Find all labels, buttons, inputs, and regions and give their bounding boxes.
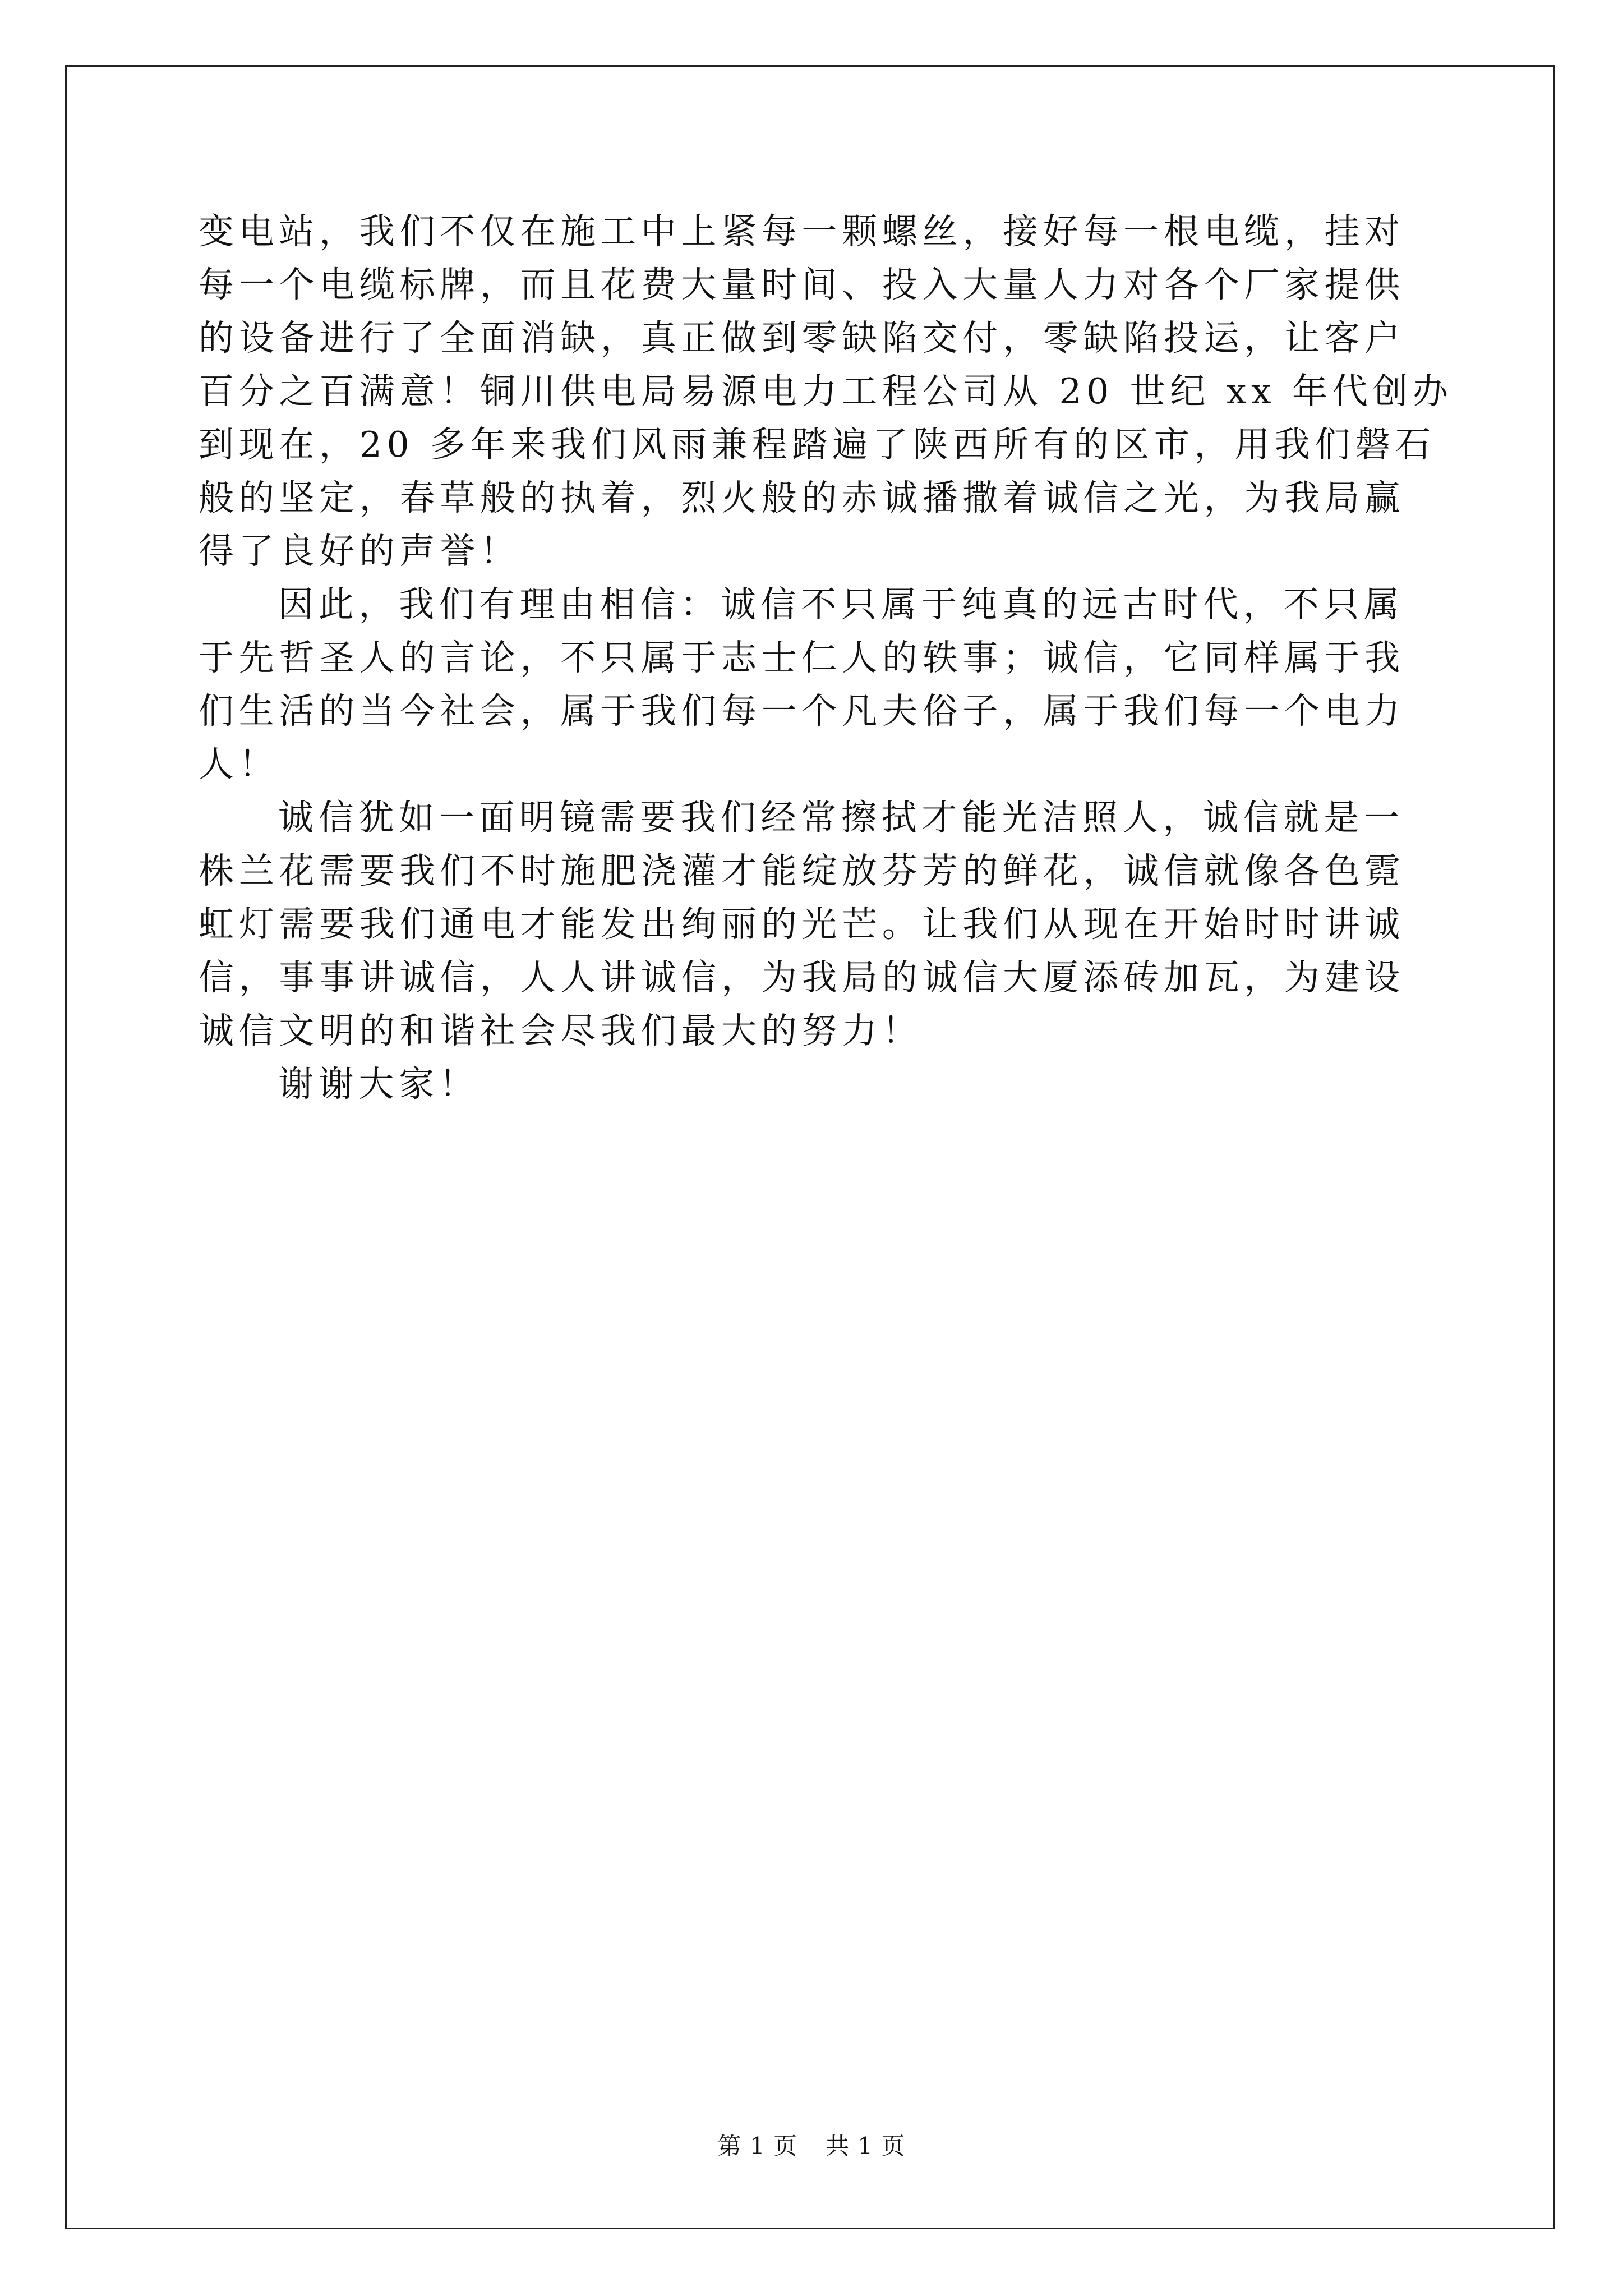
page-number-current: 第 1 页	[717, 2132, 797, 2160]
text-line: 变电站，我们不仅在施工中上紧每一颗螺丝，接好每一根电缆，挂对	[199, 211, 1405, 252]
document-body	[199, 205, 1453, 1111]
text-line: 得了良好的声誉！	[199, 531, 520, 572]
paragraph-start-line: 诚信犹如一面明镜需要我们经常擦拭才能光洁照人，诚信就是一	[278, 797, 1404, 838]
page-number-total: 共 1 页	[826, 2132, 906, 2160]
text-line: 到现在，20 多年来我们风雨兼程踏遍了陕西所有的区市，用我们磐石	[199, 424, 1436, 465]
text-line: 诚信文明的和谐社会尽我们最大的努力！	[199, 1010, 923, 1051]
text-line: 于先哲圣人的言论，不只属于志士仁人的轶事；诚信，它同样属于我	[199, 637, 1405, 678]
text-line: 般的坚定，春草般的执着，烈火般的赤诚播撒着诚信之光，为我局赢	[199, 477, 1405, 518]
paragraph-start-line: 因此，我们有理由相信：诚信不只属于纯真的远古时代，不只属	[278, 584, 1404, 625]
text-line: 百分之百满意！铜川供电局易源电力工程公司从 20 世纪 xx 年代创办	[199, 371, 1453, 412]
text-line: 们生活的当今社会，属于我们每一个凡夫俗子，属于我们每一个电力	[199, 691, 1405, 731]
closing-line: 谢谢大家！	[278, 1064, 479, 1105]
text-line: 虹灯需要我们通电才能发出绚丽的光芒。让我们从现在开始时时讲诚	[199, 904, 1405, 945]
text-line: 信，事事讲诚信，人人讲诚信，为我局的诚信大厦添砖加瓦，为建设	[199, 957, 1405, 998]
text-line: 人！	[199, 744, 279, 785]
page-footer	[0, 2131, 1623, 2162]
text-line: 每一个电缆标牌，而且花费大量时间、投入大量人力对各个厂家提供	[199, 264, 1405, 305]
text-line: 株兰花需要我们不时施肥浇灌才能绽放芬芳的鲜花，诚信就像各色霓	[199, 850, 1405, 891]
text-line: 的设备进行了全面消缺，真正做到零缺陷交付，零缺陷投运，让客户	[199, 318, 1405, 358]
